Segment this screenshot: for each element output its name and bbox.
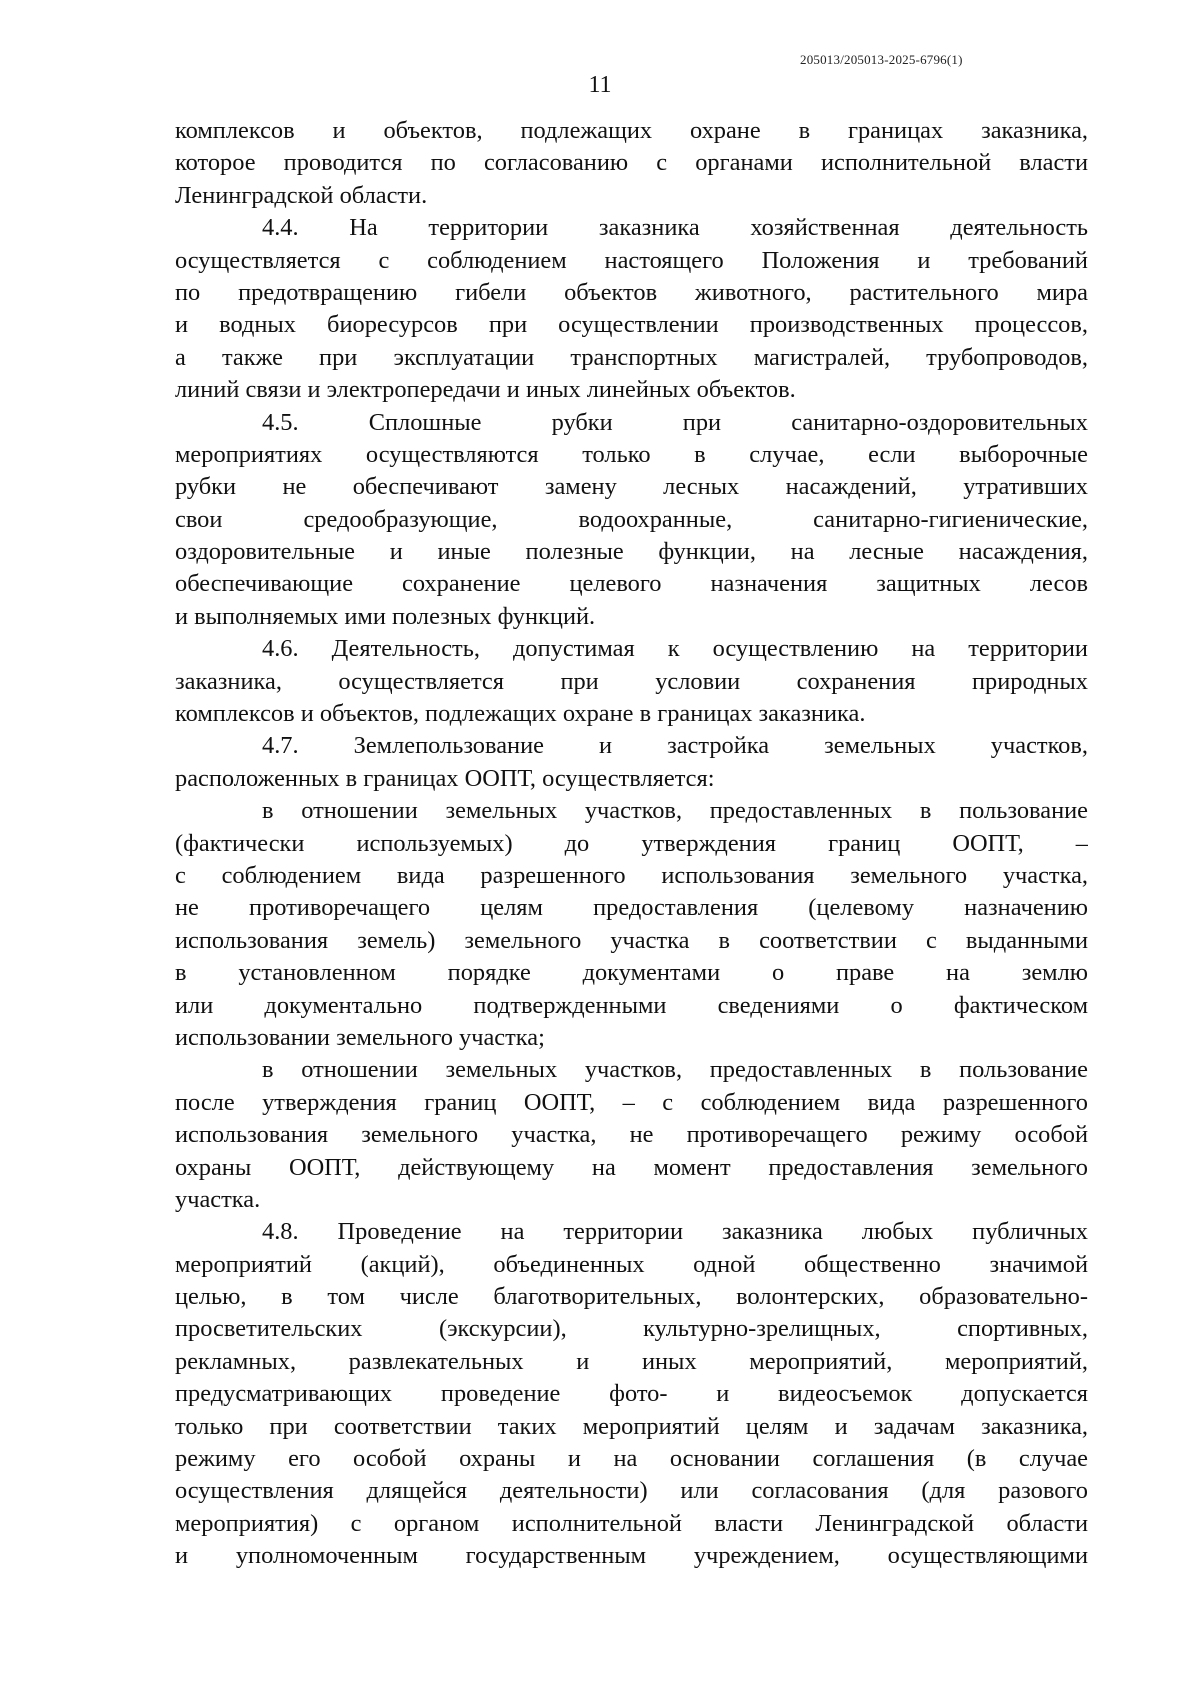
text-line: комплексов и объектов, подлежащих охране в границах заказника. [175,700,866,728]
text-line: заказника, осуществляется при условии сохранения природных [175,667,1088,695]
text-line: после утверждения границ ООПТ, – с соблюдением вида разрешенного [175,1088,1088,1116]
text-line: с соблюдением вида разрешенного использования земельного участка, [175,861,1088,889]
text-line: охраны ООПТ, действующему на момент предоставления земельного [175,1153,1088,1181]
text-line: линий связи и электропередачи и иных линейных объектов. [175,376,796,404]
document-id: 205013/205013-2025-6796(1) [800,52,963,67]
text-line: расположенных в границах ООПТ, осуществляется: [175,764,715,792]
text-line: режиму его особой охраны и на основании соглашения (в случае [175,1445,1088,1473]
text-line: или документально подтвержденными сведениями о фактическом [175,991,1088,1019]
text-line: которое проводится по согласованию с органами исполнительной власти [175,149,1088,177]
page-number: 11 [588,72,612,98]
text-line: Ленинградской области. [175,181,428,209]
text-line: 4.6. Деятельность, допустимая к осуществлению на территории [262,635,1088,663]
text-line: только при соответствии таких мероприятий целям и задачам заказника, [175,1412,1088,1440]
text-line: использования земельного участка, не противоречащего режиму особой [175,1121,1088,1149]
text-line: и выполняемых ими полезных функций. [175,602,596,630]
text-line: мероприятиях осуществляются только в случае, если выборочные [175,440,1088,468]
text-line: 4.5. Сплошные рубки при санитарно-оздоровительных [262,408,1088,436]
text-line: оздоровительные и иные полезные функции, на лесные насаждения, [175,538,1088,566]
text-line: мероприятия) с органом исполнительной власти Ленинградской области [175,1509,1088,1537]
text-line: а также при эксплуатации транспортных магистралей, трубопроводов, [175,343,1088,371]
document-body [175,115,1088,1573]
text-line: и уполномоченным государственным учреждением, осуществляющими [175,1542,1088,1570]
text-line: и водных биоресурсов при осуществлении производственных процессов, [175,311,1088,339]
text-line: не противоречащего целям предоставления (целевому назначению [175,894,1088,922]
text-line: рекламных, развлекательных и иных мероприятий, мероприятий, [175,1347,1088,1375]
text-line: целью, в том числе благотворительных, волонтерских, образовательно- [175,1283,1088,1311]
text-line: обеспечивающие сохранение целевого назначения защитных лесов [175,570,1088,598]
text-line: в отношении земельных участков, предоставленных в пользование [262,797,1088,825]
text-line: 4.8. Проведение на территории заказника любых публичных [262,1218,1088,1246]
text-line: (фактически используемых) до утверждения границ ООПТ, – [175,829,1088,857]
text-line: 4.4. На территории заказника хозяйственная деятельность [262,214,1088,242]
text-line: комплексов и объектов, подлежащих охране в границах заказника, [175,117,1088,144]
text-line: использовании земельного участка; [175,1023,545,1051]
text-line: 4.7. Землепользование и застройка земельных участков, [262,732,1088,760]
text-line: использования земель) земельного участка в соответствии с выданными [175,926,1088,954]
text-line: осуществления длящейся деятельности) или согласования (для разового [175,1477,1088,1505]
text-line: в отношении земельных участков, предоставленных в пользование [262,1056,1088,1084]
text-line: свои средообразующие, водоохранные, санитарно-гигиенические, [175,505,1088,533]
text-line: рубки не обеспечивают замену лесных насаждений, утративших [175,473,1088,501]
text-line: предусматривающих проведение фото- и видеосъемок допускается [175,1380,1088,1408]
text-line: осуществляется с соблюдением настоящего Положения и требований [175,246,1088,274]
text-line: мероприятий (акций), объединенных одной общественно значимой [175,1250,1088,1278]
text-line: участка. [175,1185,261,1213]
text-line: по предотвращению гибели объектов животного, растительного мира [175,278,1088,306]
text-line: в установленном порядке документами о праве на землю [175,959,1088,987]
text-line: просветительских (экскурсии), культурно-зрелищных, спортивных, [175,1315,1088,1343]
